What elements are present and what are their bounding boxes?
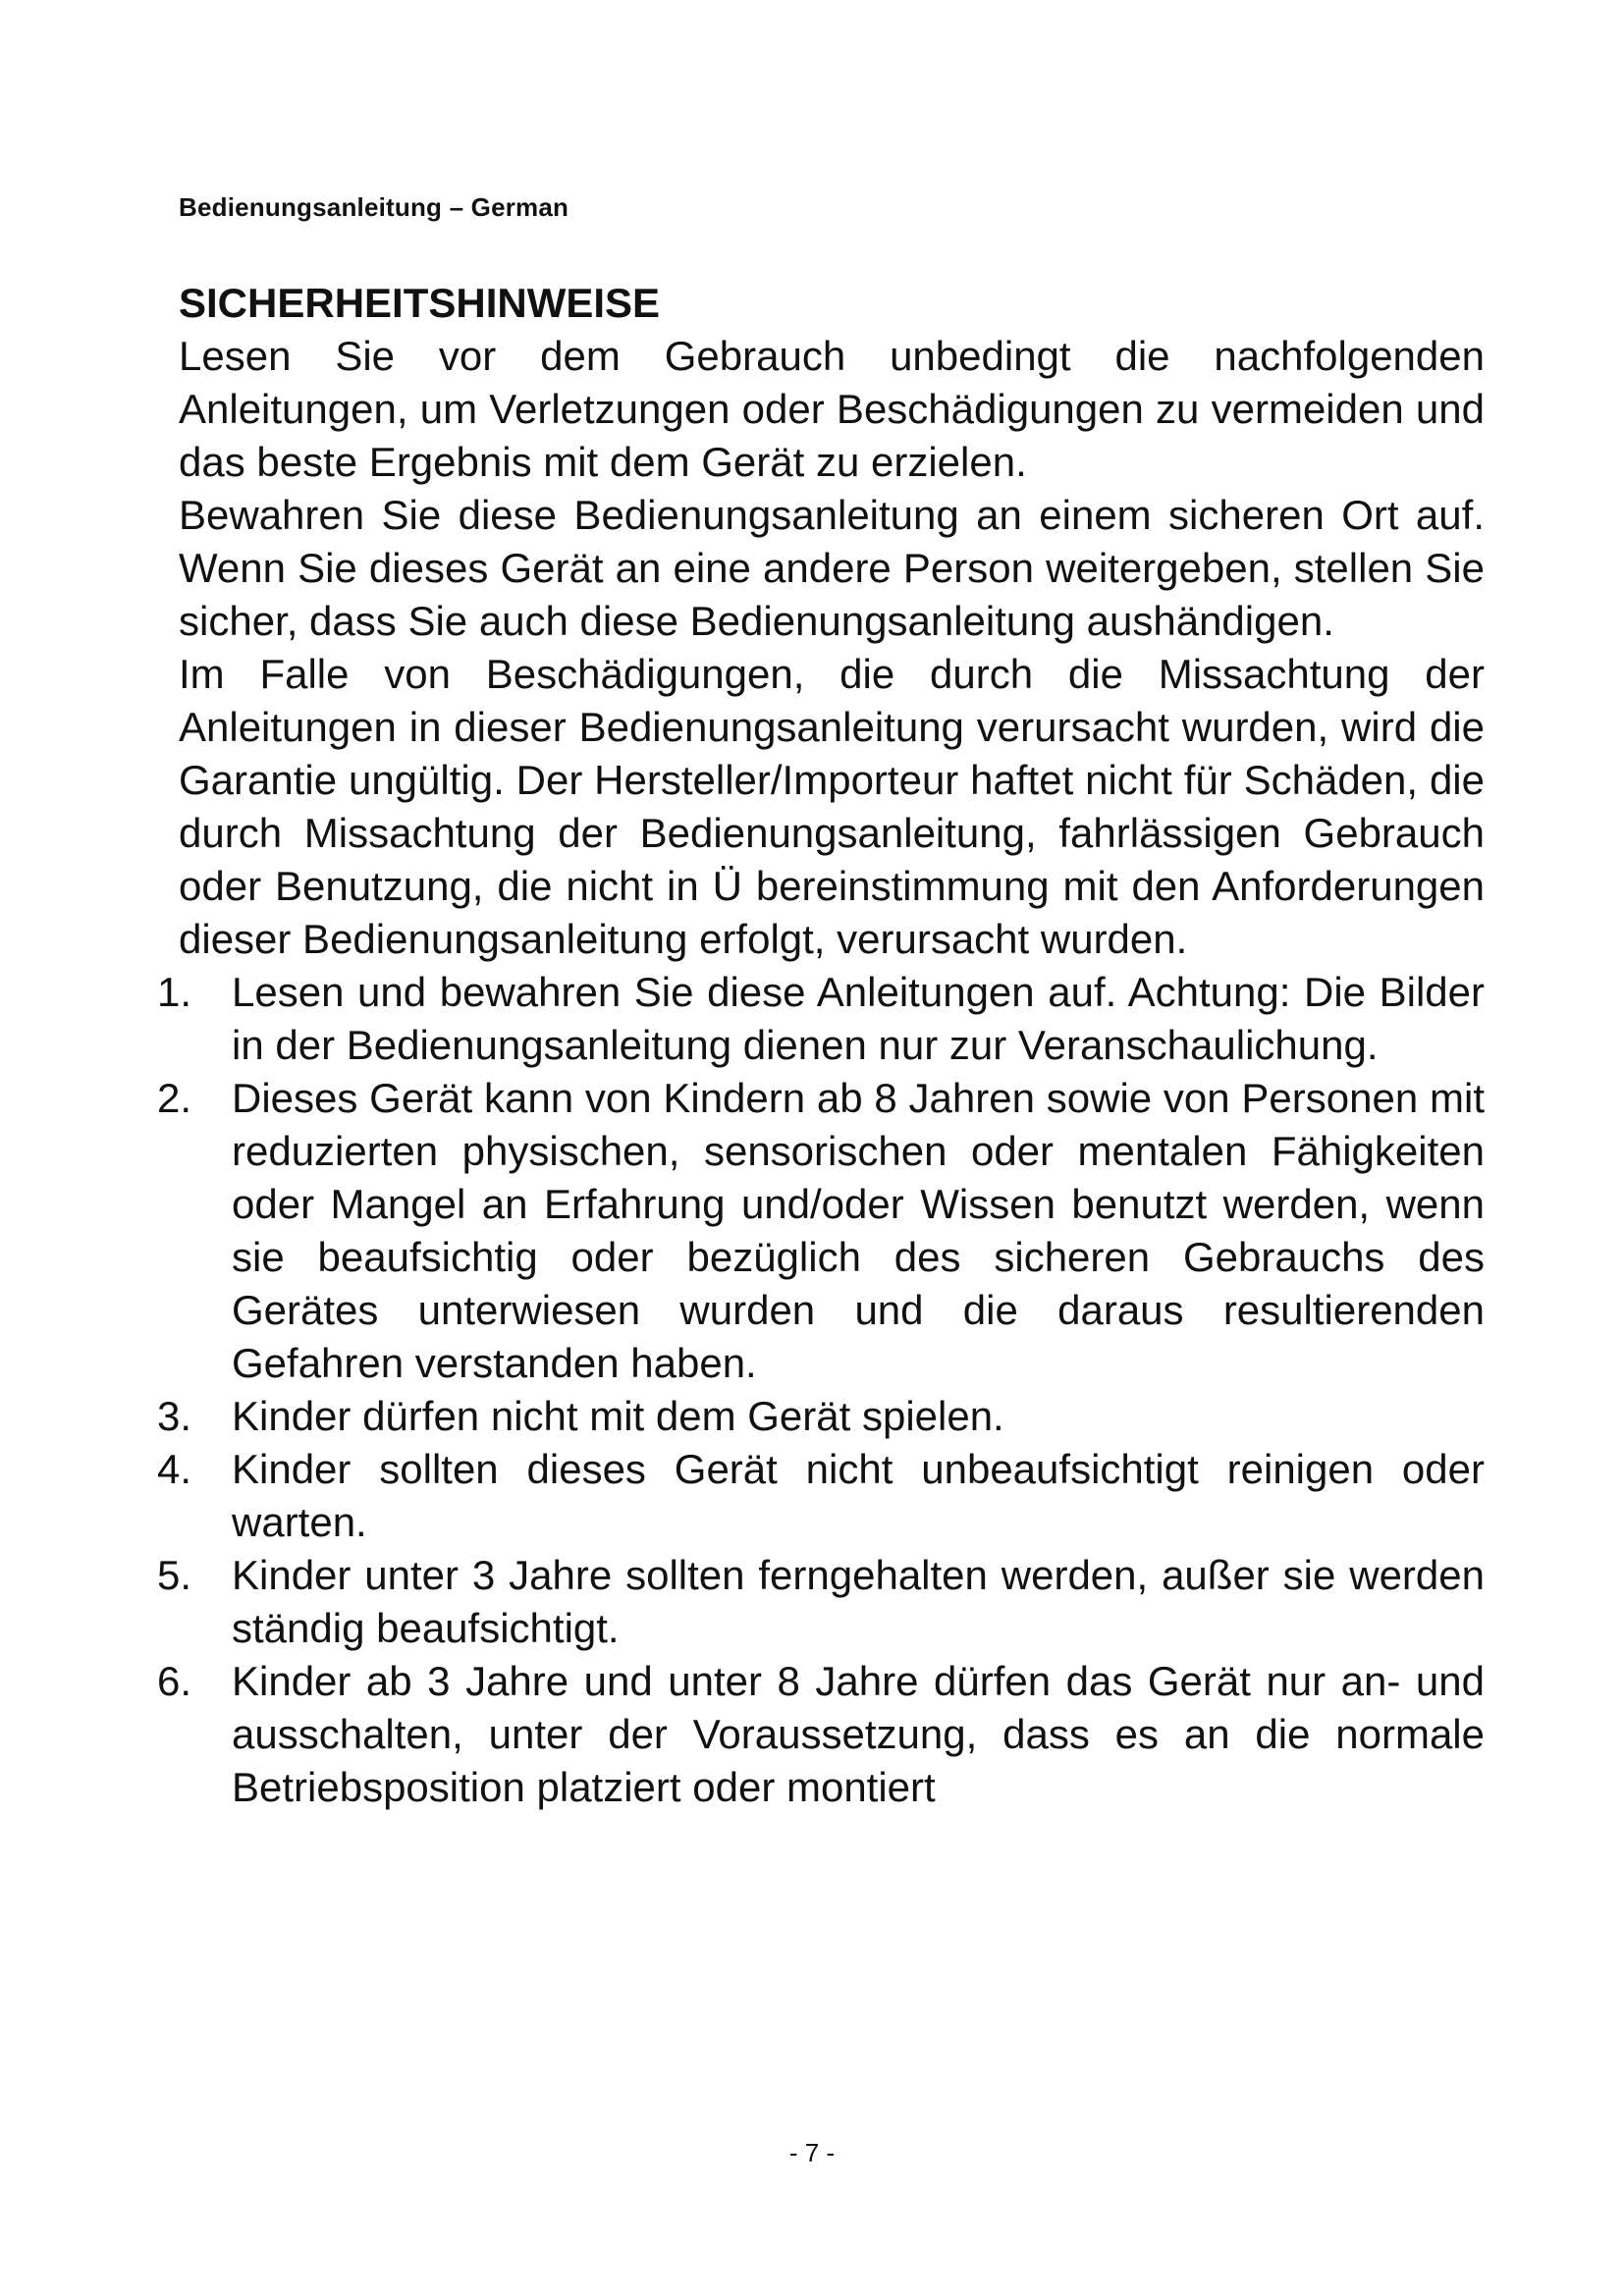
page-number: - 7 - bbox=[788, 2138, 836, 2167]
safety-list bbox=[157, 966, 1485, 1814]
list-item bbox=[157, 966, 1485, 1072]
list-item-text: Dieses Gerät kann von Kindern ab 8 Jahren sowie von Personen mit reduzierten physischen, sensorischen oder mentalen Fähigkeiten oder Mangel an Erfahrung und/oder Wissen benutzt werden, wenn sie beaufsichtig oder bezüglich des sicheren Gebrauchs des Gerätes unterwiesen wurden und die daraus resultierenden Gefahren verstanden haben. bbox=[232, 1075, 1485, 1386]
warranty-paragraph: Im Falle von Beschädigungen, die durch die Missachtung der Anleitungen in dieser Bedienungsanleitung verursacht wurden, wird die Garantie ungültig. Der Hersteller/Importeur haftet nicht für Schäden, die durch Missachtung der Bedienungsanleitung, fahrlässigen Gebrauch oder Benutzung, die nicht in Ü bereinstimmung mit den Anforderungen dieser Bedienungsanleitung erfolgt, verursacht wurden. bbox=[179, 651, 1485, 962]
list-item-number: 6. bbox=[157, 1658, 192, 1704]
section-title: SICHERHEITSHINWEISE bbox=[179, 280, 661, 326]
list-item bbox=[157, 1443, 1485, 1549]
document-header: Bedienungsanleitung – German bbox=[179, 192, 569, 222]
list-item-number: 1. bbox=[157, 969, 192, 1015]
list-item bbox=[157, 1072, 1485, 1390]
list-item bbox=[157, 1655, 1485, 1814]
list-item-text: Lesen und bewahren Sie diese Anleitungen auf. Achtung: Die Bilder in der Bedienungsanleitung dienen nur zur Veranschaulichung. bbox=[232, 969, 1485, 1068]
list-item-text: Kinder ab 3 Jahre und unter 8 Jahre dürfen das Gerät nur an- und ausschalten, unter der Voraussetzung, dass es an die normale Betriebsposition platziert oder montiert bbox=[232, 1658, 1485, 1810]
list-item-number: 4. bbox=[157, 1446, 192, 1492]
list-item-text: Kinder dürfen nicht mit dem Gerät spielen. bbox=[232, 1393, 1004, 1439]
list-item-number: 3. bbox=[157, 1393, 192, 1439]
list-item bbox=[157, 1549, 1485, 1655]
list-item-number: 2. bbox=[157, 1075, 192, 1121]
storage-paragraph: Bewahren Sie diese Bedienungsanleitung an einem sicheren Ort auf. Wenn Sie dieses Gerät an eine andere Person weitergeben, stellen Sie sicher, dass Sie auch diese Bedienungsanleitung aushändigen. bbox=[179, 492, 1485, 644]
list-item-text: Kinder sollten dieses Gerät nicht unbeaufsichtigt reinigen oder warten. bbox=[232, 1446, 1485, 1545]
list-item-number: 5. bbox=[157, 1552, 192, 1598]
list-item bbox=[157, 1390, 1485, 1443]
intro-paragraph: Lesen Sie vor dem Gebrauch unbedingt die nachfolgenden Anleitungen, um Verletzungen oder Beschädigungen zu vermeiden und das beste Ergebnis mit dem Gerät zu erzielen. bbox=[179, 333, 1485, 485]
list-item-text: Kinder unter 3 Jahre sollten ferngehalten werden, außer sie werden ständig beaufsichtigt. bbox=[232, 1552, 1485, 1651]
safety-section bbox=[157, 277, 1485, 1814]
